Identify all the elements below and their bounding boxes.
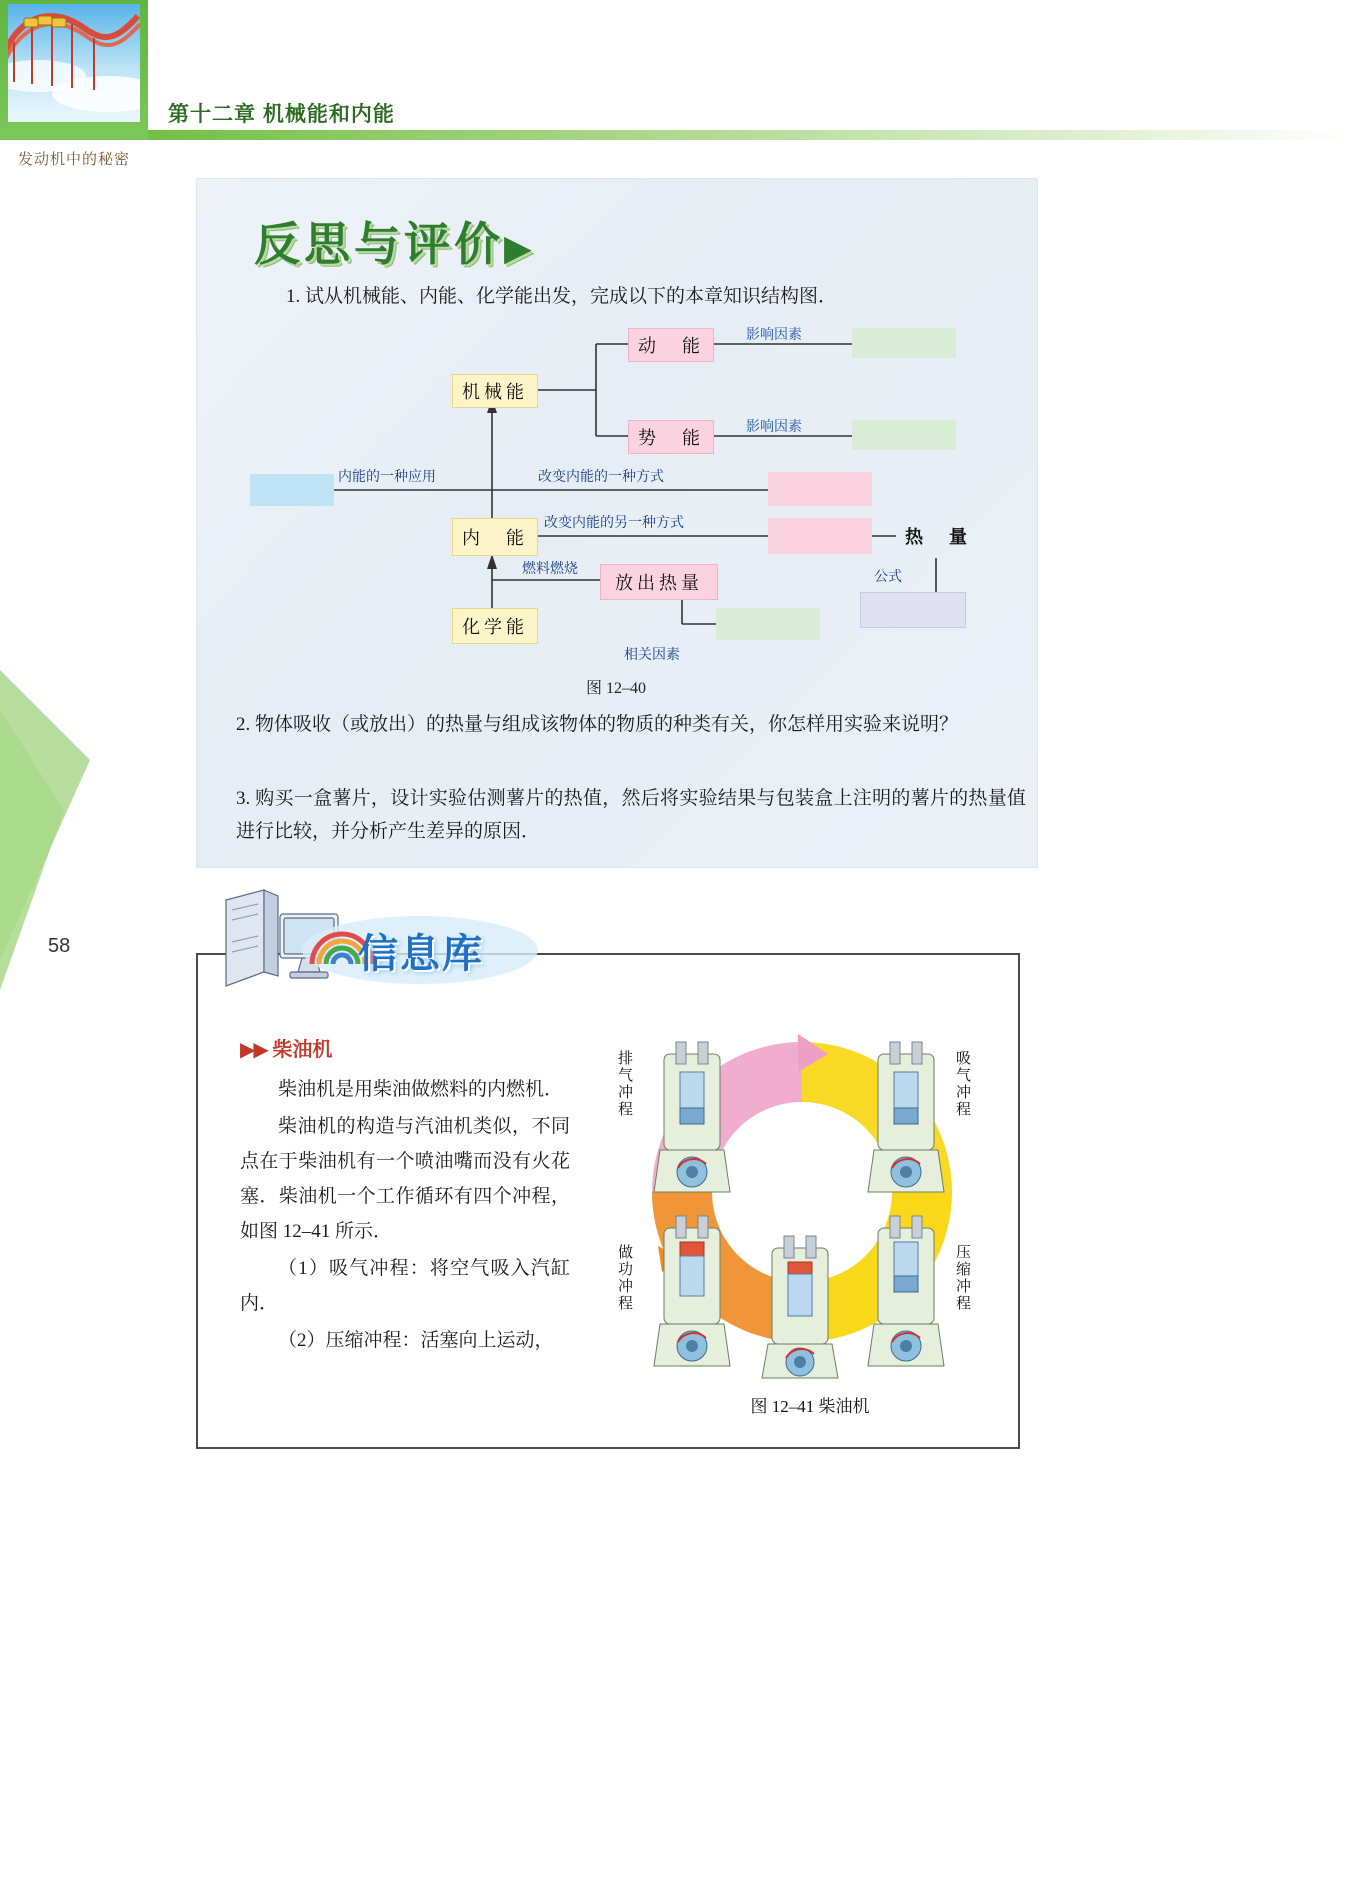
node-kinetic-energy-label: 动 能 [638, 336, 704, 356]
stroke-label-intake: 吸气冲程 [954, 1050, 971, 1118]
reflection-panel-title [254, 208, 536, 274]
node-potential-energy-label: 势 能 [638, 428, 704, 448]
label-change-way-2: 改变内能的另一种方式 [544, 514, 684, 530]
node-kinetic-energy [628, 328, 714, 362]
question-1: 1. 试从机械能、内能、化学能出发，完成以下的本章知识结构图． [286, 286, 838, 307]
blank-heat-formula [860, 592, 966, 628]
node-chemical-energy [452, 608, 538, 644]
blank-related-factors [716, 608, 820, 640]
information-library-badge [300, 912, 540, 986]
side-vertical-title [0, 146, 148, 173]
label-fuel-burning: 燃料燃烧 [522, 560, 578, 576]
diesel-cycle-diagram [592, 1020, 1012, 1390]
stroke-label-power: 做功冲程 [616, 1244, 633, 1312]
label-internal-application: 内能的一种应用 [338, 468, 436, 484]
node-mechanical-energy [452, 374, 538, 408]
blank-potential-factors [852, 420, 956, 450]
node-mechanical-energy-label: 机械能 [462, 382, 528, 402]
blank-change-way-1 [768, 472, 872, 506]
side-vertical-title-text: 发动机中的秘密 [17, 151, 130, 168]
node-chemical-energy-label: 化学能 [462, 617, 528, 637]
diesel-engine-subheading-text: 柴油机 [272, 1039, 333, 1061]
reflection-panel-title-text: 反思与评价 [254, 218, 504, 270]
stroke-label-exhaust: 排气冲程 [616, 1050, 633, 1118]
label-influence-2: 影响因素 [746, 418, 802, 434]
stroke-label-compression: 压缩冲程 [954, 1244, 971, 1312]
node-potential-energy [628, 420, 714, 454]
subheading-marker-icon: ▶▶ [240, 1039, 267, 1061]
node-heat-label: 热 量 [905, 527, 971, 547]
node-heat [896, 518, 980, 554]
diesel-cycle-figure [592, 1020, 1012, 1390]
body-paragraph-3: （1）吸气冲程：将空气吸入汽缸内． [240, 1258, 570, 1314]
node-internal-energy [452, 518, 538, 556]
roller-coaster-illustration [8, 4, 140, 118]
blank-internal-application [250, 474, 334, 506]
node-internal-energy-label: 内 能 [462, 528, 528, 548]
question-2: 2. 物体吸收（或放出）的热量与组成该物体的物质的种类有关，你怎样用实验来说明？ [236, 714, 959, 735]
diesel-engine-subheading [240, 1033, 332, 1062]
figure-caption-12-40: 图 12–40 [585, 680, 646, 697]
header-rule [148, 130, 1353, 140]
title-arrow-icon: ▶ [504, 227, 536, 268]
blank-kinetic-factors [852, 328, 956, 358]
label-formula: 公式 [874, 568, 902, 584]
blank-change-way-2 [768, 518, 872, 554]
label-related-factors: 相关因素 [624, 646, 680, 662]
concept-map [196, 318, 1036, 668]
node-release-heat [600, 564, 718, 600]
left-decorative-band [0, 0, 148, 1885]
figure-caption-12-41: 图 12–41 柴油机 [750, 1397, 870, 1416]
question-3: 3. 购买一盒薯片，设计实验估测薯片的热值，然后将实验结果与包装盒上注明的薯片的热量值进行比较，并分析产生差异的原因． [236, 788, 1026, 842]
node-release-heat-label: 放出热量 [615, 573, 703, 593]
body-paragraph-2: 柴油机的构造与汽油机类似，不同点在于柴油机有一个喷油嘴而没有火花塞．柴油机一个工作循环有四个冲程，如图 12–41 所示． [240, 1116, 570, 1242]
diesel-engine-body-text [240, 1072, 570, 1360]
chapter-title: 第十二章 机械能和内能 [168, 103, 395, 126]
body-paragraph-4: （2）压缩冲程：活塞向上运动， [278, 1330, 554, 1351]
body-paragraph-1: 柴油机是用柴油做燃料的内燃机． [278, 1079, 564, 1100]
label-change-way-1: 改变内能的一种方式 [538, 468, 664, 484]
roller-coaster-photo [8, 4, 140, 122]
label-influence-1: 影响因素 [746, 326, 802, 342]
information-library-badge-text: 信息库 [358, 932, 484, 976]
green-polygon-decoration [0, 560, 148, 1010]
page-number: 58 [48, 935, 71, 957]
